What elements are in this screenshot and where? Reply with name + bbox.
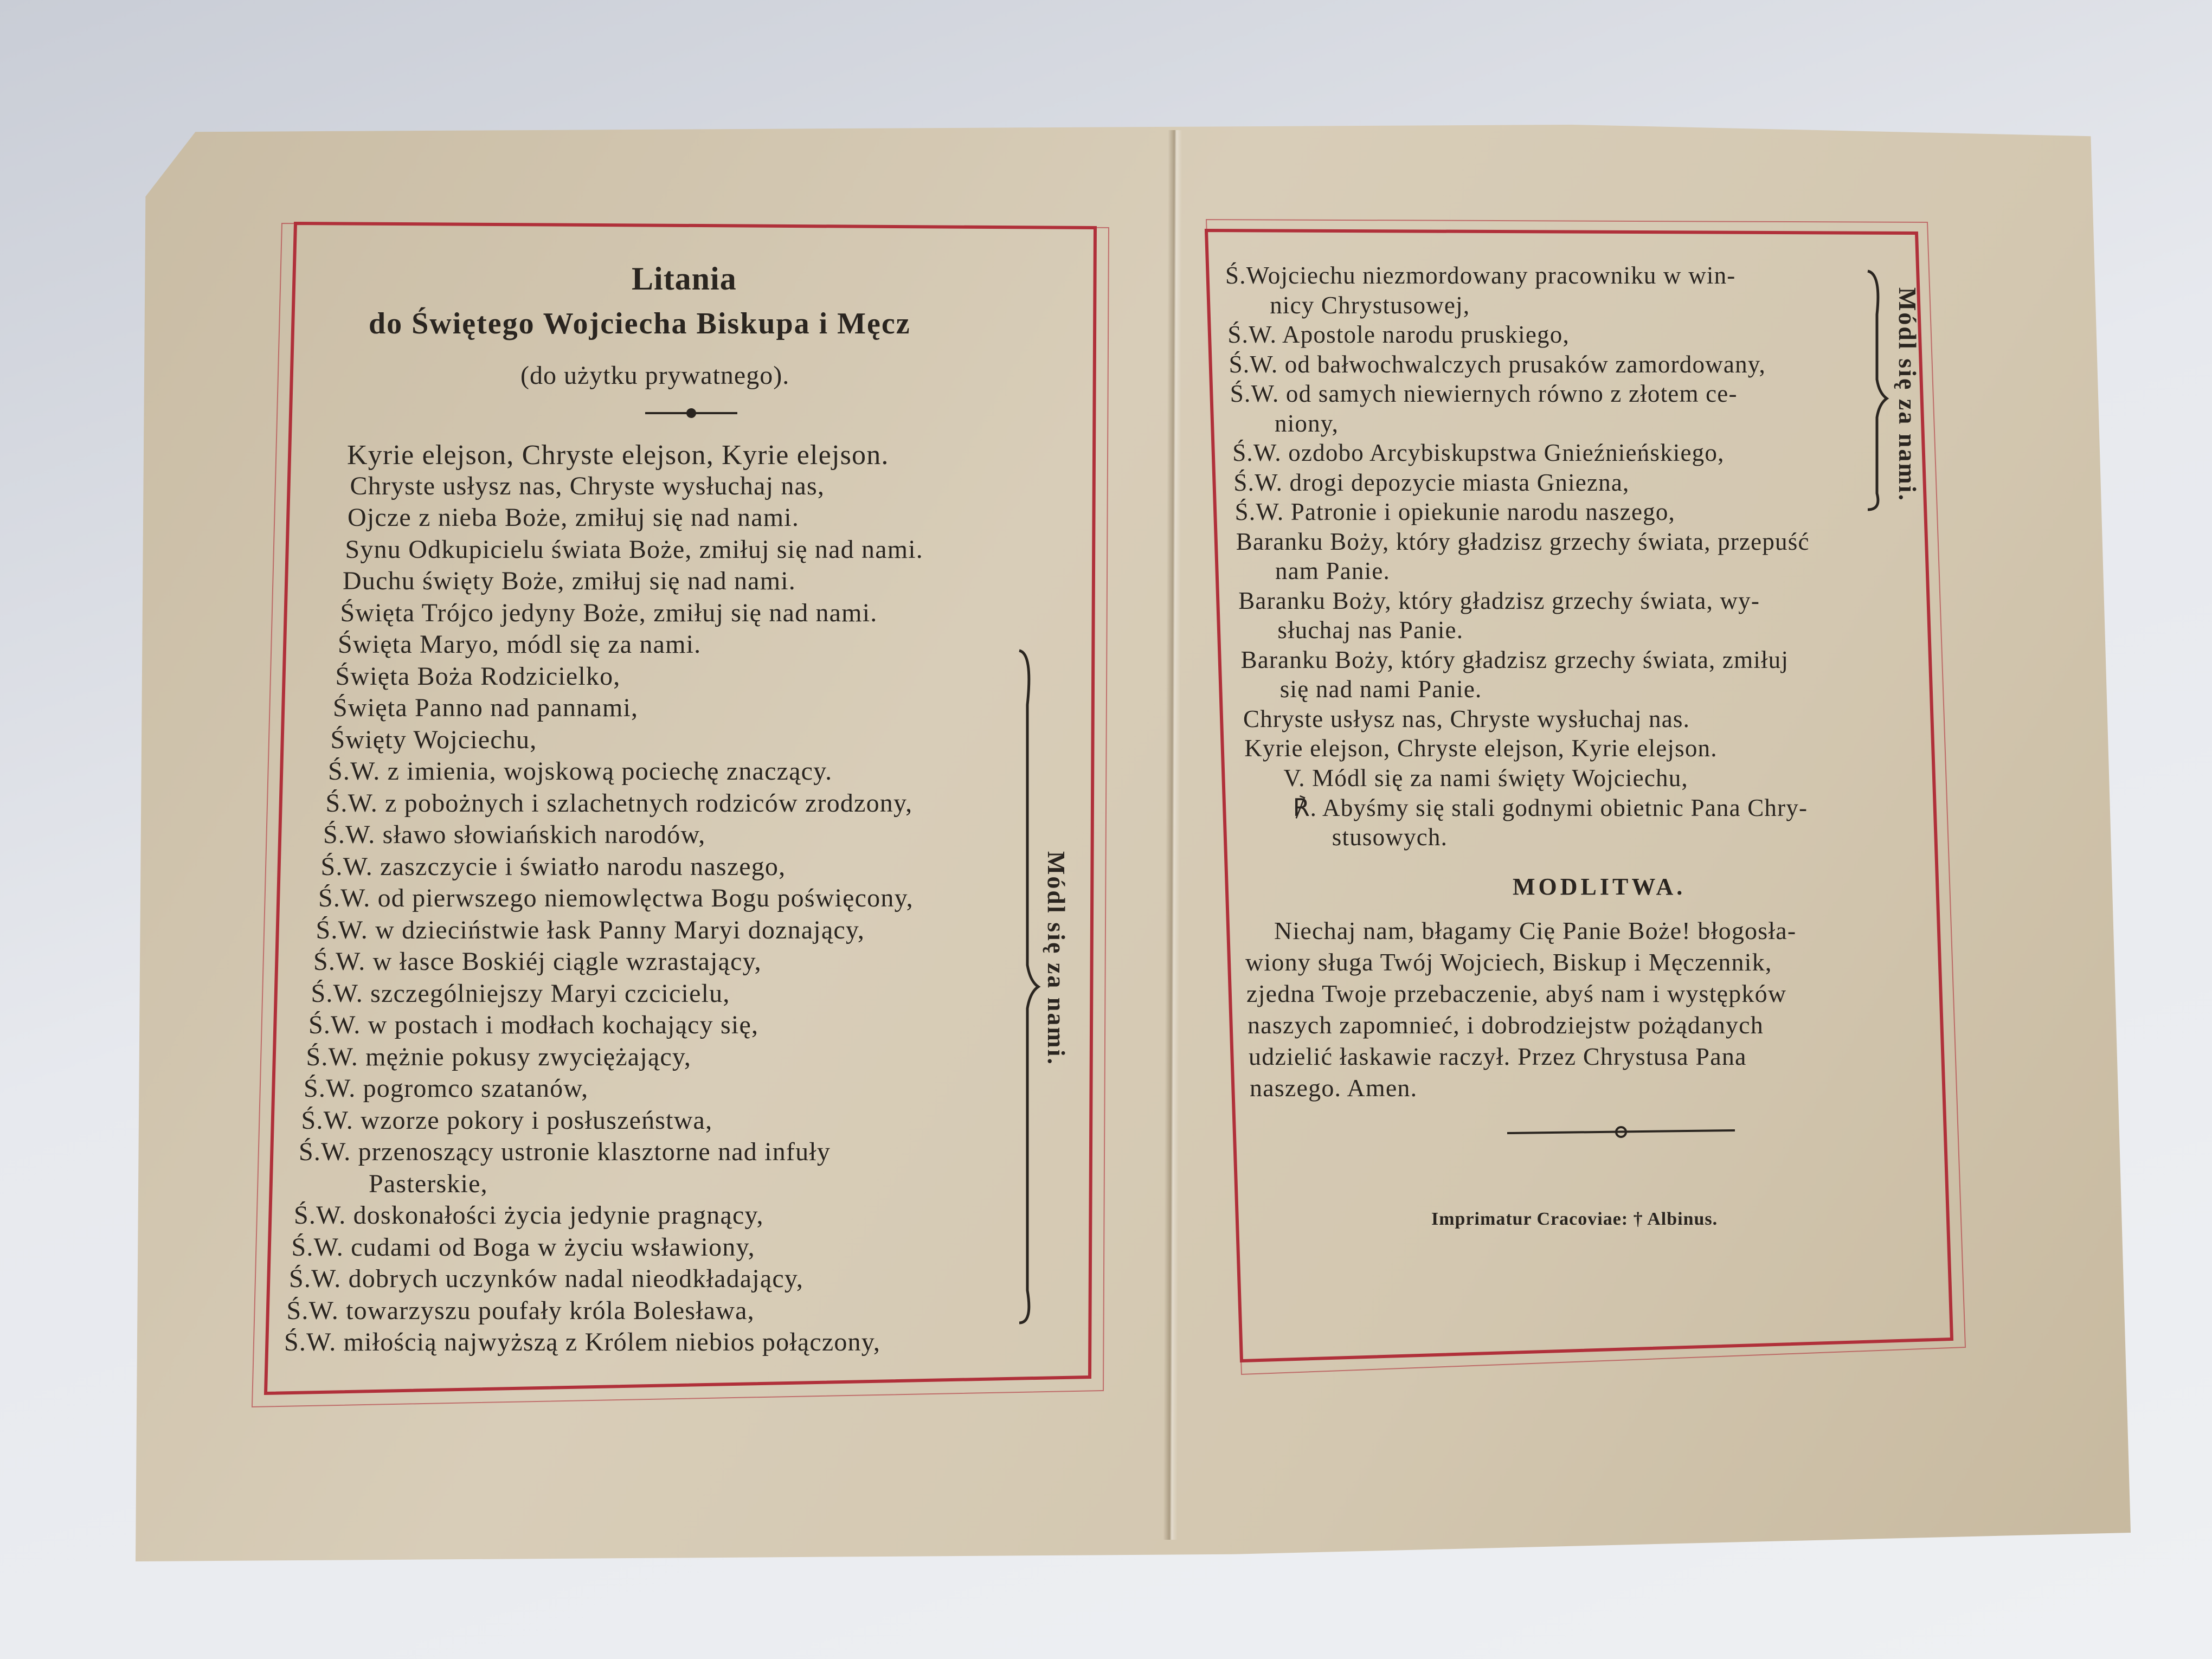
left-litany-line: Ojcze z nieba Boże, zmiłuj się nad nami. (348, 503, 800, 532)
left-litany-line: Ś.W. w dzieciństwie łask Panny Maryi doznający, (316, 915, 865, 944)
left-litany-line: Chryste usłysz nas, Chryste wysłuchaj nas, (350, 471, 825, 500)
left-litany-line: Święty Wojciechu, (330, 725, 537, 754)
right-litany-line: Ś.W. Apostole narodu pruskiego, (1227, 321, 1570, 348)
left-litany-line: Ś.W. mężnie pokusy zwyciężający, (306, 1042, 692, 1071)
left-litany-line: Synu Odkupicielu świata Boże, zmiłuj się nad nami. (345, 535, 923, 564)
right-litany-line: Ś.W. od samych niewiernych równo z złotem ce- (1230, 380, 1738, 407)
left-brace-label: Módl się za nami. (1043, 851, 1070, 1066)
left-litany-line: Ś.W. miłością najwyższą z Królem niebios połączony, (284, 1328, 881, 1356)
left-litany-line: Duchu święty Boże, zmiłuj się nad nami. (343, 567, 796, 595)
litany-note: (do użytku prywatnego). (520, 361, 790, 390)
left-litany-line: Ś.W. towarzyszu poufały króla Bolesława, (286, 1296, 755, 1325)
imprimatur-line: Imprimatur Cracoviae: † Albinus. (1431, 1209, 1718, 1229)
litany-subtitle: do Świętego Wojciecha Biskupa i Męcz (369, 307, 911, 340)
left-litany-line: Ś.W. w postach i modłach kochający się, (308, 1011, 759, 1039)
prayer-line: Niechaj nam, błagamy Cię Panie Boże! błogosła- (1274, 917, 1797, 944)
prayer-line: udzielić łaskawie raczył. Przez Chrystusa Pana (1249, 1043, 1747, 1070)
right-litany-line: nicy Chrystusowej, (1270, 291, 1470, 319)
right-litany-line: niony, (1275, 409, 1339, 437)
right-litany-line: słuchaj nas Panie. (1277, 616, 1464, 644)
right-litany-line: nam Panie. (1275, 557, 1390, 584)
left-litany-line: Święta Panno nad pannami, (333, 693, 639, 722)
prayer-heading: MODLITWA. (1513, 873, 1686, 900)
left-litany-line: Ś.W. od pierwszego niemowlęctwa Bogu poświęcony, (318, 884, 914, 912)
right-litany-line: stusowych. (1332, 823, 1448, 851)
prayer-line: naszych zapomnieć, i dobrodziejstw pożądanych (1248, 1011, 1764, 1039)
right-litany-line: Kyrie elejson, Chryste elejson, Kyrie elejson. (1244, 735, 1718, 762)
right-brace (1868, 271, 1887, 510)
left-litany-line: Ś.W. cudami od Boga w życiu wsławiony, (291, 1232, 755, 1262)
right-litany-line: ℟. Abyśmy się stali godnymi obietnic Pana Chry- (1293, 794, 1808, 821)
left-litany-line: Ś.W. szczególniejszy Maryi czcicielu, (311, 979, 730, 1008)
left-litany-line: Ś.W. wzorze pokory i posłuszeństwa, (301, 1105, 713, 1135)
right-litany-line: Ś.W. Patronie i opiekunie narodu naszego, (1234, 498, 1675, 525)
left-litany-line: Ś.W. zaszczycie i światło narodu naszego, (320, 852, 786, 881)
right-litany-line: Ś.Wojciechu niezmordowany pracowniku w win- (1225, 262, 1736, 289)
right-litany-line: Ś.W. drogi depozycie miasta Gniezna, (1233, 468, 1630, 496)
left-litany-line: Święta Trójco jedyny Boże, zmiłuj się nad nami. (340, 598, 878, 627)
right-litany-line: Ś.W. od bałwochwalczych prusaków zamordowany, (1229, 350, 1766, 378)
right-litany-line: Ś.W. ozdobo Arcybiskupstwa Gnieźnieńskiego, (1232, 439, 1725, 466)
left-litany-line: Ś.W. doskonałości życia jedynie pragnący, (294, 1201, 764, 1230)
right-litany-line: Baranku Boży, który gładzisz grzechy świata, przepuść (1236, 528, 1810, 555)
right-litany-line: Baranku Boży, który gładzisz grzechy świata, zmiłuj (1240, 646, 1789, 673)
left-litany-line: Ś.W. sławo słowiańskich narodów, (323, 820, 706, 849)
prayer-divider (1507, 1127, 1735, 1137)
left-litany-line: Święta Maryo, módl się za nami. (338, 630, 702, 659)
left-litany-line: Ś.W. w łasce Boskiéj ciągle wzrastający, (313, 947, 762, 976)
right-litany-line: Chryste usłysz nas, Chryste wysłuchaj nas. (1243, 705, 1690, 732)
left-litany-line: Kyrie elejson, Chryste elejson, Kyrie elejson. (347, 440, 889, 471)
left-brace (1019, 651, 1038, 1323)
litany-title: Litania (632, 261, 737, 297)
prayer-line: zjedna Twoje przebaczenie, abyś nam i występków (1246, 980, 1787, 1007)
prayer-line: naszego. Amen. (1250, 1074, 1418, 1102)
right-brace-label: Módl się za nami. (1894, 287, 1921, 502)
left-litany-line: Pasterskie, (369, 1169, 488, 1198)
left-litany-line: Ś.W. z imienia, wojskową pociechę znaczący. (328, 757, 833, 786)
left-litany-line: Ś.W. pogromco szatanów, (304, 1074, 589, 1103)
prayer-line: wiony sługa Twój Wojciech, Biskup i Męczennik, (1245, 948, 1772, 976)
right-litany-line: się nad nami Panie. (1279, 676, 1482, 703)
left-litany-line: Ś.W. z pobożnych i szlachetnych rodziców zrodzony, (325, 788, 913, 818)
left-litany-line: Ś.W. przenoszący ustronie klasztorne nad infuły (299, 1137, 831, 1166)
title-divider (645, 409, 737, 417)
right-litany-line: V. Módl się za nami święty Wojciechu, (1283, 764, 1688, 792)
right-litany-line: Baranku Boży, który gładzisz grzechy świata, wy- (1238, 587, 1760, 614)
left-litany-line: Święta Boża Rodzicielko, (335, 661, 621, 691)
left-litany-line: Ś.W. dobrych uczynków nadal nieodkładający, (289, 1264, 804, 1293)
